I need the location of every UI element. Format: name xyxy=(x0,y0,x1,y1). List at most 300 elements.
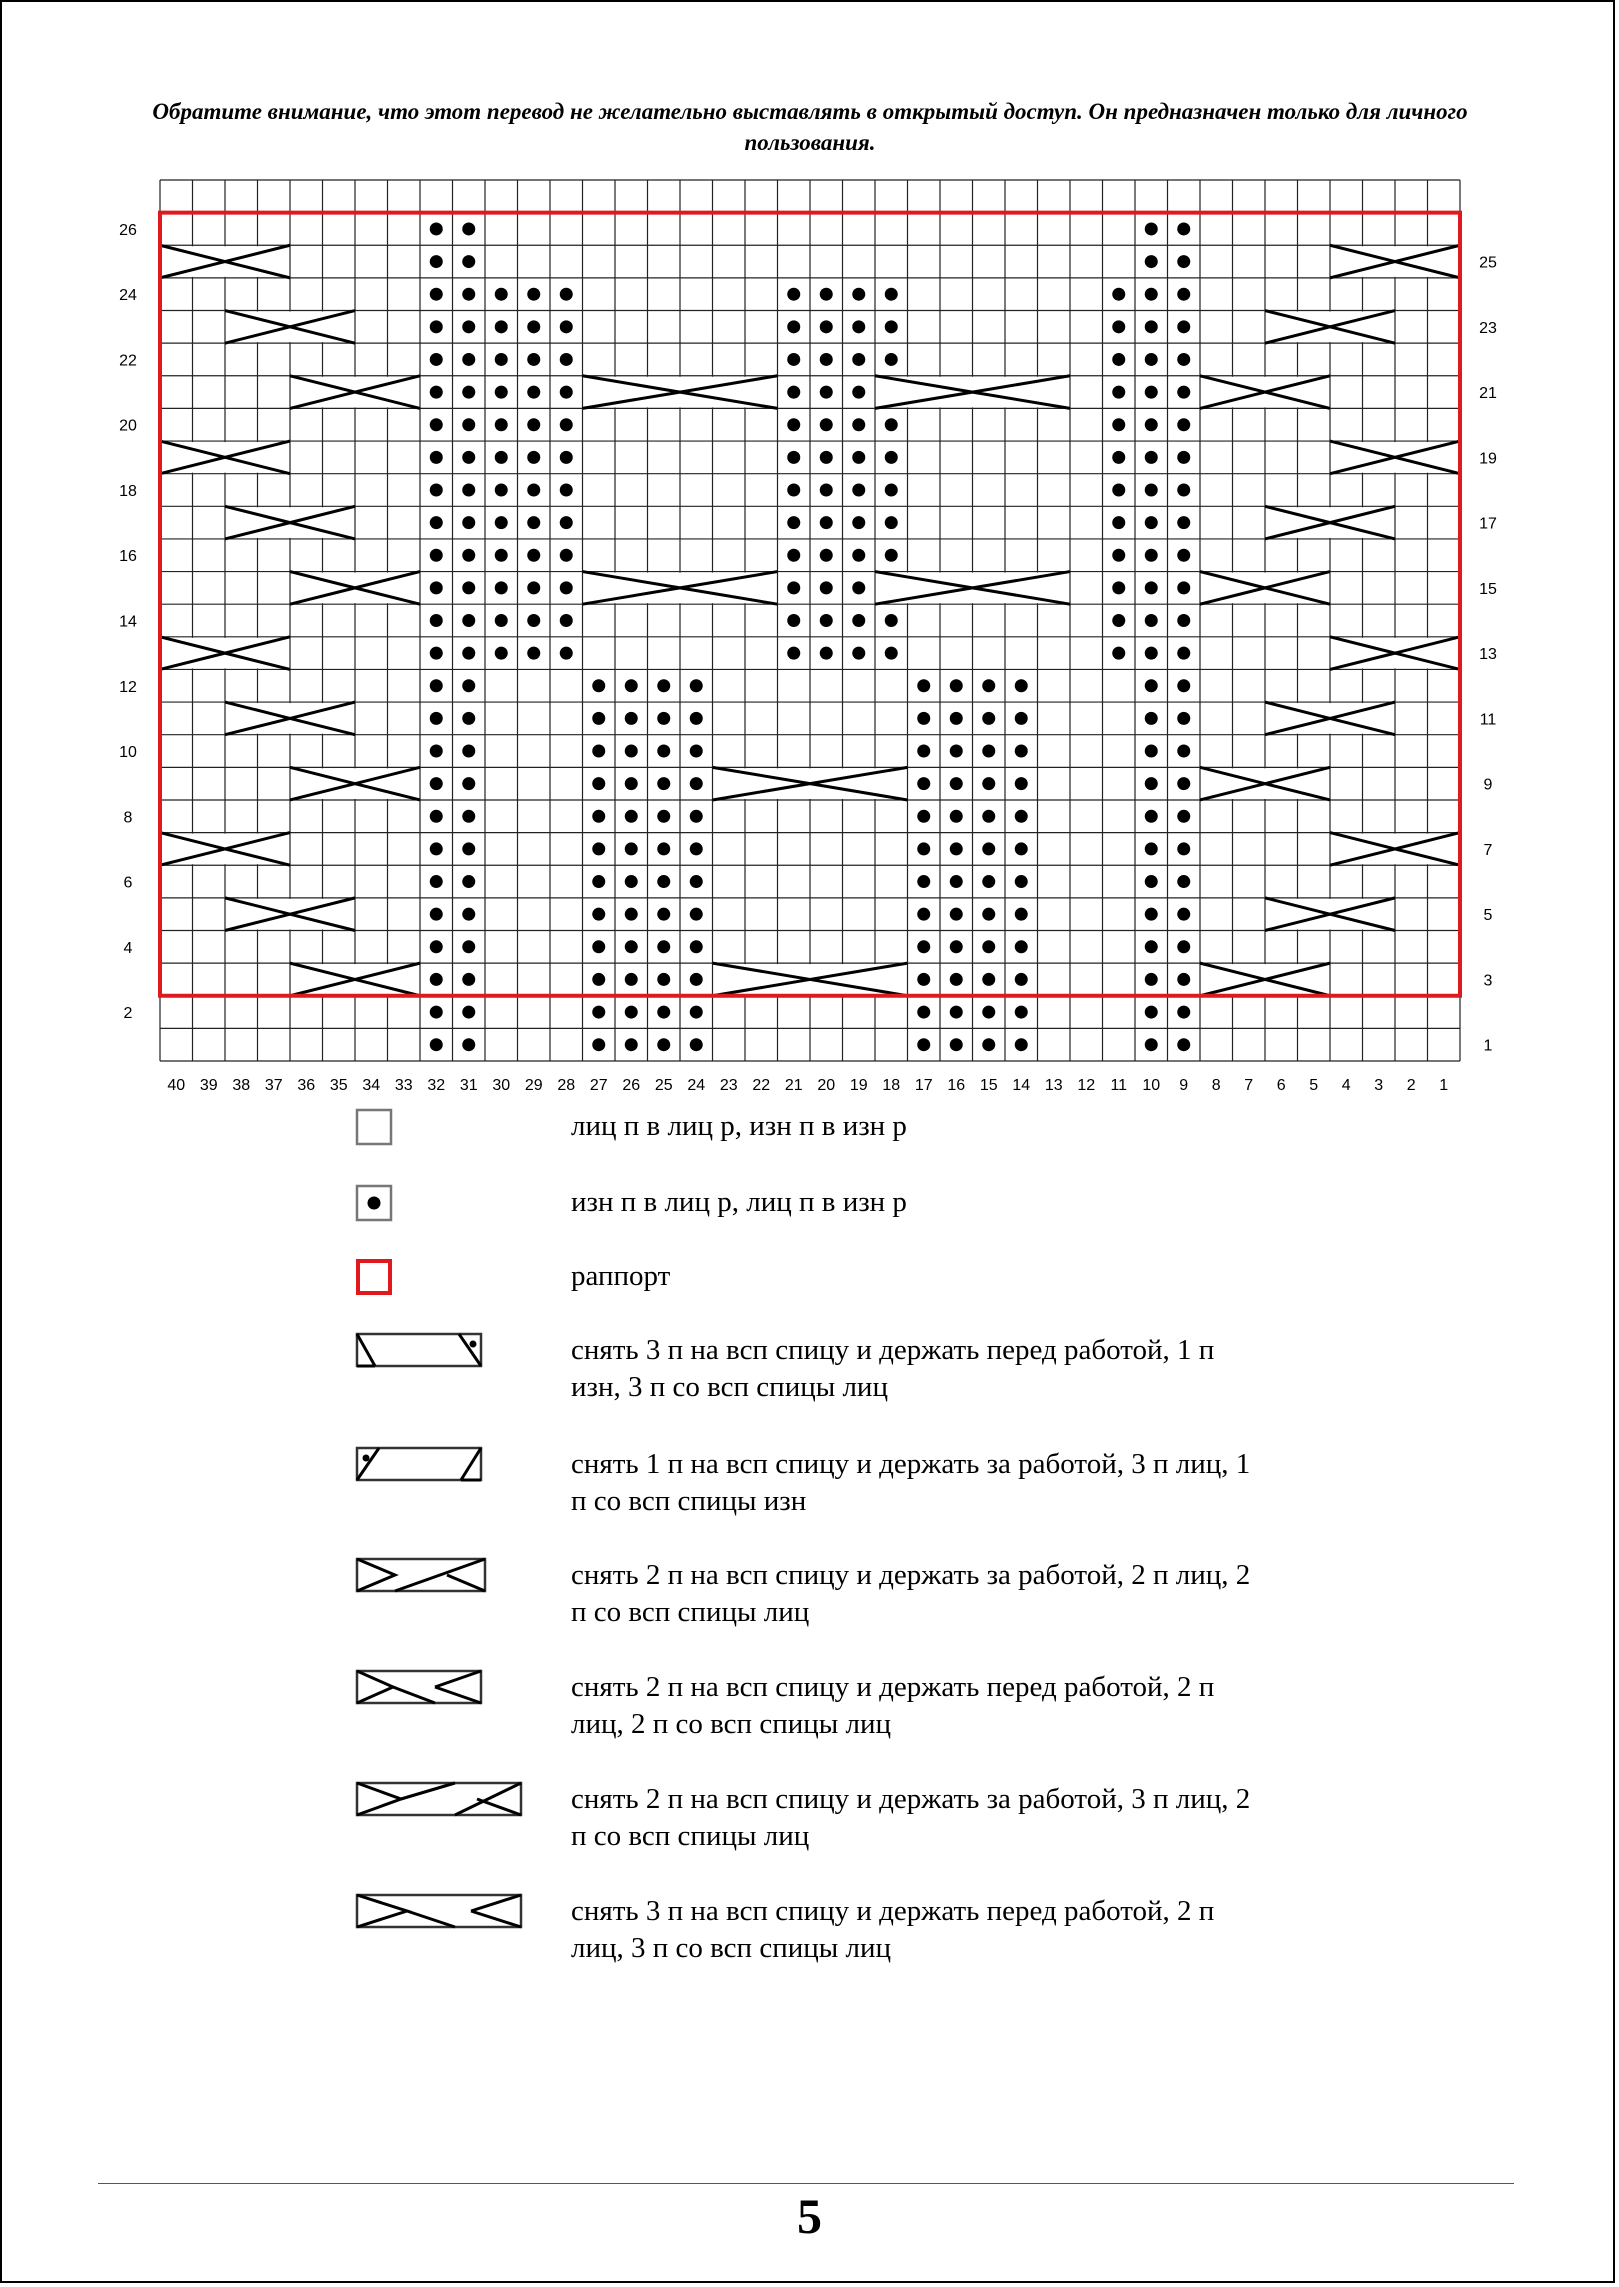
purl-dot xyxy=(625,1006,638,1019)
column-number: 37 xyxy=(264,1077,283,1095)
purl-dot xyxy=(430,745,443,758)
purl-dot xyxy=(560,418,573,431)
legend-text: снять 3 п на всп спицу и держать перед работой, 2 п лиц, 3 п со всп спицы лиц xyxy=(571,1895,1215,1964)
purl-dot xyxy=(430,386,443,399)
column-number: 39 xyxy=(199,1077,218,1095)
purl-dot xyxy=(917,777,930,790)
cable-3-2-front-icon xyxy=(355,1893,525,1933)
purl-dot xyxy=(820,483,833,496)
purl-dot xyxy=(430,418,443,431)
purl-dot xyxy=(820,614,833,627)
purl-dot xyxy=(852,516,865,529)
purl-dot xyxy=(527,581,540,594)
purl-dot xyxy=(462,712,475,725)
purl-dot xyxy=(820,353,833,366)
row-number-right: 5 xyxy=(1483,907,1493,925)
purl-dot xyxy=(462,451,475,464)
column-number: 8 xyxy=(1211,1077,1221,1095)
purl-dot xyxy=(592,712,605,725)
purl-dot xyxy=(625,777,638,790)
purl-dot xyxy=(462,516,475,529)
purl-dot xyxy=(462,222,475,235)
purl-dot xyxy=(820,320,833,333)
cable-2-2-back-icon xyxy=(355,1557,489,1597)
purl-dot xyxy=(430,810,443,823)
purl-dot xyxy=(885,451,898,464)
column-number: 22 xyxy=(752,1077,771,1095)
purl-dot xyxy=(1177,712,1190,725)
purl-dot xyxy=(592,973,605,986)
purl-dot xyxy=(690,973,703,986)
purl-dot xyxy=(690,777,703,790)
purl-dot xyxy=(1177,679,1190,692)
purl-dot xyxy=(885,483,898,496)
purl-dot xyxy=(787,614,800,627)
purl-dot xyxy=(1112,516,1125,529)
purl-dot xyxy=(852,483,865,496)
column-number: 11 xyxy=(1110,1077,1128,1095)
row-number-right: 23 xyxy=(1479,319,1497,337)
purl-dot xyxy=(950,1006,963,1019)
purl-dot xyxy=(560,581,573,594)
purl-dot xyxy=(430,777,443,790)
purl-dot xyxy=(852,614,865,627)
column-number: 4 xyxy=(1341,1077,1351,1095)
purl-dot xyxy=(462,255,475,268)
column-number: 36 xyxy=(297,1077,316,1095)
purl-dot xyxy=(495,516,508,529)
purl-dot xyxy=(1177,777,1190,790)
purl-dot xyxy=(690,908,703,921)
purl-dot xyxy=(787,516,800,529)
row-number-right: 21 xyxy=(1479,385,1497,403)
purl-dot xyxy=(820,451,833,464)
column-number: 33 xyxy=(394,1077,413,1095)
purl-dot xyxy=(1177,516,1190,529)
purl-dot xyxy=(462,1006,475,1019)
purl-dot xyxy=(1177,1006,1190,1019)
purl-dot xyxy=(885,320,898,333)
row-number-left: 26 xyxy=(119,221,137,239)
purl-dot xyxy=(1177,1038,1190,1051)
purl-dot xyxy=(917,973,930,986)
purl-dot xyxy=(982,1006,995,1019)
legend-text: снять 1 п на всп спицу и держать за работой, 3 п лиц, 1 п со всп спицы изн xyxy=(571,1448,1251,1517)
column-number: 23 xyxy=(719,1077,738,1095)
purl-dot xyxy=(885,647,898,660)
purl-dot xyxy=(1145,483,1158,496)
purl-dot xyxy=(950,842,963,855)
column-number: 12 xyxy=(1077,1077,1096,1095)
purl-dot xyxy=(430,516,443,529)
purl-dot xyxy=(527,516,540,529)
purl-dot xyxy=(1177,581,1190,594)
purl-dot xyxy=(625,940,638,953)
purl-dot xyxy=(690,875,703,888)
purl-dot xyxy=(1015,842,1028,855)
purl-dot xyxy=(495,451,508,464)
purl-dot xyxy=(1015,679,1028,692)
purl-dot xyxy=(1145,940,1158,953)
purl-dot xyxy=(852,451,865,464)
purl-dot xyxy=(852,581,865,594)
row-number-right: 19 xyxy=(1479,450,1497,468)
column-number: 35 xyxy=(329,1077,348,1095)
purl-dot xyxy=(1015,973,1028,986)
purl-dot xyxy=(982,973,995,986)
purl-dot xyxy=(657,1006,670,1019)
column-number: 7 xyxy=(1244,1077,1254,1095)
purl-dot xyxy=(657,777,670,790)
column-number: 10 xyxy=(1142,1077,1161,1095)
column-number: 20 xyxy=(817,1077,836,1095)
purl-dot xyxy=(852,549,865,562)
purl-dot xyxy=(885,614,898,627)
row-number-left: 24 xyxy=(119,287,137,305)
purl-dot xyxy=(1112,581,1125,594)
purl-dot xyxy=(917,679,930,692)
purl-dot xyxy=(982,712,995,725)
purl-dot xyxy=(495,614,508,627)
purl-dot xyxy=(1112,647,1125,660)
purl-dot xyxy=(462,745,475,758)
purl-dot xyxy=(852,647,865,660)
purl-dot xyxy=(1145,581,1158,594)
purl-dot xyxy=(820,516,833,529)
purl-dot xyxy=(657,1038,670,1051)
purl-dot xyxy=(625,908,638,921)
purl-dot xyxy=(1145,745,1158,758)
cable-1-3-back-icon xyxy=(355,1446,485,1486)
purl-dot xyxy=(950,712,963,725)
purl-dot xyxy=(527,483,540,496)
column-number: 16 xyxy=(947,1077,966,1095)
row-number-left: 10 xyxy=(119,744,137,762)
purl-dot xyxy=(592,1006,605,1019)
cable-2-2-front-icon xyxy=(355,1669,485,1709)
column-number: 6 xyxy=(1276,1077,1286,1095)
purl-dot xyxy=(527,288,540,301)
purl-dot xyxy=(495,418,508,431)
purl-dot xyxy=(1112,386,1125,399)
purl-dot xyxy=(950,908,963,921)
row-number-left: 16 xyxy=(119,548,137,566)
purl-dot xyxy=(1145,451,1158,464)
purl-dot xyxy=(560,483,573,496)
red-square-icon xyxy=(355,1258,399,1296)
purl-dot xyxy=(787,353,800,366)
purl-dot xyxy=(917,842,930,855)
column-number: 1 xyxy=(1439,1077,1449,1095)
purl-dot xyxy=(560,386,573,399)
row-number-left: 6 xyxy=(123,874,133,892)
purl-dot xyxy=(690,745,703,758)
purl-dot xyxy=(592,777,605,790)
purl-dot xyxy=(1145,1038,1158,1051)
blank-square-icon xyxy=(355,1108,399,1146)
purl-dot xyxy=(592,940,605,953)
purl-dot xyxy=(462,386,475,399)
purl-dot xyxy=(787,320,800,333)
row-number-right: 15 xyxy=(1479,580,1497,598)
purl-dot xyxy=(462,940,475,953)
purl-dot xyxy=(430,842,443,855)
purl-dot xyxy=(625,712,638,725)
purl-dot xyxy=(1177,875,1190,888)
row-number-left: 12 xyxy=(119,678,137,696)
purl-dot xyxy=(430,483,443,496)
purl-dot xyxy=(982,940,995,953)
legend-text: снять 2 п на всп спицу и держать перед работой, 2 п лиц, 2 п со всп спицы лиц xyxy=(571,1671,1215,1740)
row-number-right: 1 xyxy=(1483,1037,1493,1055)
purl-dot xyxy=(527,647,540,660)
page-number: 5 xyxy=(797,2188,822,2244)
purl-dot xyxy=(462,549,475,562)
purl-dot xyxy=(885,418,898,431)
legend-text: снять 3 п на всп спицу и держать перед работой, 1 п изн, 3 п со всп спицы лиц xyxy=(571,1334,1215,1403)
purl-dot xyxy=(1015,1006,1028,1019)
legend-text: снять 2 п на всп спицу и держать за работой, 3 п лиц, 2 п со всп спицы лиц xyxy=(571,1783,1251,1852)
purl-dot xyxy=(625,810,638,823)
row-number-left: 2 xyxy=(123,1005,133,1023)
purl-dot xyxy=(1015,908,1028,921)
purl-dot xyxy=(430,712,443,725)
purl-dot xyxy=(495,353,508,366)
column-number: 24 xyxy=(687,1077,706,1095)
column-number: 28 xyxy=(557,1077,576,1095)
purl-dot xyxy=(1145,1006,1158,1019)
purl-dot xyxy=(527,353,540,366)
purl-dot xyxy=(917,1006,930,1019)
purl-dot xyxy=(1145,320,1158,333)
purl-dot xyxy=(430,973,443,986)
purl-dot xyxy=(1145,288,1158,301)
knitting-chart xyxy=(0,0,1619,1095)
purl-dot xyxy=(657,842,670,855)
column-number: 31 xyxy=(459,1077,478,1095)
purl-dot xyxy=(950,810,963,823)
purl-dot xyxy=(917,712,930,725)
purl-dot xyxy=(560,288,573,301)
purl-dot xyxy=(625,745,638,758)
purl-dot xyxy=(462,679,475,692)
column-number: 15 xyxy=(979,1077,998,1095)
purl-dot xyxy=(1015,875,1028,888)
purl-dot xyxy=(592,810,605,823)
purl-dot xyxy=(462,320,475,333)
purl-dot xyxy=(787,288,800,301)
purl-dot xyxy=(462,777,475,790)
purl-dot xyxy=(560,549,573,562)
row-number-left: 18 xyxy=(119,482,137,500)
purl-dot xyxy=(430,549,443,562)
purl-dot xyxy=(430,647,443,660)
purl-dot xyxy=(1145,679,1158,692)
purl-dot xyxy=(950,973,963,986)
column-number: 40 xyxy=(167,1077,186,1095)
purl-dot xyxy=(852,386,865,399)
purl-dot xyxy=(592,908,605,921)
purl-dot xyxy=(527,418,540,431)
purl-dot xyxy=(820,647,833,660)
row-number-right: 9 xyxy=(1483,776,1493,794)
row-number-right: 13 xyxy=(1479,646,1497,664)
purl-dot xyxy=(1177,908,1190,921)
purl-dot xyxy=(462,614,475,627)
purl-dot xyxy=(657,810,670,823)
purl-dot xyxy=(462,973,475,986)
column-number: 32 xyxy=(427,1077,446,1095)
purl-dot xyxy=(1015,940,1028,953)
purl-dot xyxy=(430,255,443,268)
purl-dot xyxy=(820,549,833,562)
purl-dot xyxy=(495,581,508,594)
purl-dot xyxy=(1015,810,1028,823)
purl-dot xyxy=(950,679,963,692)
purl-dot xyxy=(560,353,573,366)
purl-dot xyxy=(1015,745,1028,758)
column-number: 19 xyxy=(849,1077,868,1095)
purl-dot xyxy=(1112,320,1125,333)
purl-dot xyxy=(1145,549,1158,562)
purl-dot xyxy=(430,353,443,366)
purl-dot xyxy=(787,647,800,660)
column-number: 26 xyxy=(622,1077,641,1095)
column-number: 21 xyxy=(784,1077,803,1095)
purl-dot xyxy=(1145,712,1158,725)
purl-dot xyxy=(527,320,540,333)
purl-dot xyxy=(1177,418,1190,431)
purl-dot xyxy=(852,353,865,366)
purl-dot xyxy=(1145,973,1158,986)
purl-dot xyxy=(560,614,573,627)
purl-dot xyxy=(462,908,475,921)
purl-dot xyxy=(787,483,800,496)
purl-dot xyxy=(1112,614,1125,627)
purl-dot xyxy=(1145,516,1158,529)
dot-square-icon xyxy=(355,1184,399,1222)
purl-dot xyxy=(787,418,800,431)
row-number-right: 3 xyxy=(1483,972,1493,990)
row-number-left: 22 xyxy=(119,352,137,370)
purl-dot xyxy=(495,483,508,496)
purl-dot xyxy=(495,320,508,333)
purl-dot xyxy=(787,581,800,594)
purl-dot xyxy=(820,386,833,399)
purl-dot xyxy=(495,647,508,660)
column-number: 14 xyxy=(1012,1077,1031,1095)
purl-dot xyxy=(885,288,898,301)
legend-text: изн п в лиц р, лиц п в изн р xyxy=(571,1186,907,1218)
purl-dot xyxy=(1177,973,1190,986)
cable-3-1-front-icon xyxy=(355,1332,485,1372)
purl-dot xyxy=(495,386,508,399)
purl-dot xyxy=(690,1006,703,1019)
purl-dot xyxy=(1145,255,1158,268)
purl-dot xyxy=(1112,353,1125,366)
purl-dot xyxy=(1145,777,1158,790)
purl-dot xyxy=(982,777,995,790)
purl-dot xyxy=(1145,386,1158,399)
purl-dot xyxy=(885,549,898,562)
purl-dot xyxy=(1145,222,1158,235)
purl-dot xyxy=(950,1038,963,1051)
purl-dot xyxy=(1145,842,1158,855)
purl-dot xyxy=(1177,842,1190,855)
purl-dot xyxy=(917,1038,930,1051)
purl-dot xyxy=(820,288,833,301)
purl-dot xyxy=(1015,712,1028,725)
column-number: 13 xyxy=(1044,1077,1063,1095)
purl-dot xyxy=(527,451,540,464)
purl-dot xyxy=(625,875,638,888)
purl-dot xyxy=(820,418,833,431)
cable-2-3-back-icon xyxy=(355,1781,525,1821)
purl-dot xyxy=(462,353,475,366)
purl-dot xyxy=(625,1038,638,1051)
purl-dot xyxy=(1177,614,1190,627)
purl-dot xyxy=(950,940,963,953)
column-number: 3 xyxy=(1374,1077,1384,1095)
purl-dot xyxy=(592,842,605,855)
purl-dot xyxy=(430,222,443,235)
purl-dot xyxy=(625,973,638,986)
column-number: 17 xyxy=(914,1077,933,1095)
purl-dot xyxy=(917,940,930,953)
row-number-right: 11 xyxy=(1479,711,1497,729)
column-number: 5 xyxy=(1309,1077,1319,1095)
purl-dot xyxy=(1015,777,1028,790)
purl-dot xyxy=(560,647,573,660)
row-number-left: 20 xyxy=(119,417,137,435)
purl-dot xyxy=(885,353,898,366)
purl-dot xyxy=(560,320,573,333)
purl-dot xyxy=(1177,647,1190,660)
purl-dot xyxy=(657,940,670,953)
purl-dot xyxy=(462,810,475,823)
purl-dot xyxy=(787,451,800,464)
column-number: 29 xyxy=(524,1077,543,1095)
purl-dot xyxy=(1177,745,1190,758)
purl-dot xyxy=(852,288,865,301)
purl-dot xyxy=(1015,1038,1028,1051)
row-number-left: 8 xyxy=(123,809,133,827)
purl-dot xyxy=(982,842,995,855)
purl-dot xyxy=(1145,810,1158,823)
purl-dot xyxy=(917,875,930,888)
purl-dot xyxy=(982,875,995,888)
purl-dot xyxy=(657,679,670,692)
purl-dot xyxy=(1177,320,1190,333)
purl-dot xyxy=(430,320,443,333)
purl-dot xyxy=(1177,451,1190,464)
purl-dot xyxy=(462,647,475,660)
purl-dot xyxy=(657,908,670,921)
purl-dot xyxy=(462,483,475,496)
purl-dot xyxy=(592,745,605,758)
row-number-left: 14 xyxy=(119,613,137,631)
purl-dot xyxy=(1177,483,1190,496)
purl-dot xyxy=(560,451,573,464)
purl-dot xyxy=(657,745,670,758)
purl-dot xyxy=(950,875,963,888)
legend-text: раппорт xyxy=(571,1260,671,1292)
purl-dot xyxy=(1112,549,1125,562)
purl-dot xyxy=(787,549,800,562)
purl-dot xyxy=(1112,288,1125,301)
column-number: 25 xyxy=(654,1077,673,1095)
column-number: 38 xyxy=(232,1077,251,1095)
